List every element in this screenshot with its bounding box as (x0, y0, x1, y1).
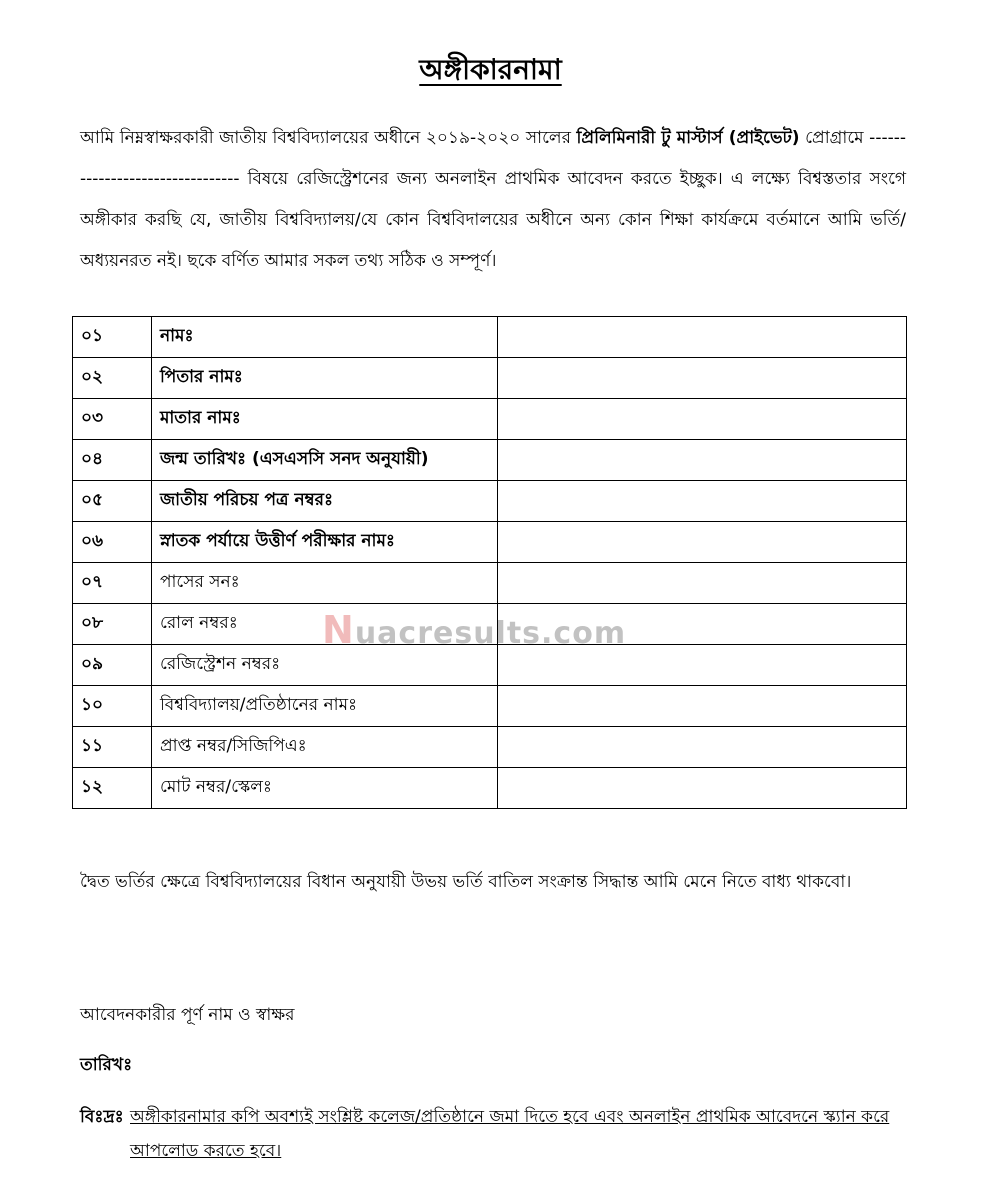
table-row (73, 563, 907, 604)
serial-number: ০৮ (73, 604, 152, 645)
table-row (73, 686, 907, 727)
intro-text-part1: আমি নিম্নস্বাক্ষরকারী জাতীয় বিশ্ববিদ্যালয়ের অধীনে ২০১৯-২০২০ সালের (80, 128, 577, 148)
field-value-cell[interactable] (497, 727, 906, 768)
table-row (73, 317, 907, 358)
note-text-wrapper (130, 1100, 906, 1168)
date-label: তারিখঃ (80, 1055, 133, 1075)
note-text: অঙ্গীকারনামার কপি অবশ্যই সংশ্লিষ্ট কলেজ/প্রতিষ্ঠানে জমা দিতে হবে এবং অনলাইন প্রাথমিক আবেদনে স্ক্যান করে আপলোড করতে হবে। (130, 1107, 890, 1161)
serial-number: ০১ (73, 317, 152, 358)
field-label: পিতার নামঃ (151, 358, 497, 399)
field-label: নামঃ (151, 317, 497, 358)
field-label: জন্ম তারিখঃ (এসএসসি সনদ অনুযায়ী) (151, 440, 497, 481)
table-row (73, 768, 907, 809)
serial-number: ০৯ (73, 645, 152, 686)
serial-number: ১০ (73, 686, 152, 727)
note-label: বিঃদ্রঃ (80, 1107, 124, 1127)
table-row (73, 440, 907, 481)
field-label: মাতার নামঃ (151, 399, 497, 440)
field-label: স্নাতক পর্যায়ে উত্তীর্ণ পরীক্ষার নামঃ (151, 522, 497, 563)
field-value-cell[interactable] (497, 399, 906, 440)
serial-number: ০৭ (73, 563, 152, 604)
serial-number: ১১ (73, 727, 152, 768)
field-label: পাসের সনঃ (151, 563, 497, 604)
field-value-cell[interactable] (497, 358, 906, 399)
table-row (73, 522, 907, 563)
field-label: রোল নম্বরঃ (151, 604, 497, 645)
field-value-cell[interactable] (497, 317, 906, 358)
serial-number: ০২ (73, 358, 152, 399)
document-title: অঙ্গীকারনামা (419, 53, 562, 86)
field-label: মোট নম্বর/স্কেলঃ (151, 768, 497, 809)
serial-number: ০৪ (73, 440, 152, 481)
table-row (73, 358, 907, 399)
applicant-info-table (72, 316, 907, 809)
serial-number: ০৫ (73, 481, 152, 522)
field-value-cell[interactable] (497, 440, 906, 481)
watermark (322, 608, 626, 652)
field-value-cell[interactable] (497, 481, 906, 522)
table-row (73, 481, 907, 522)
field-value-cell[interactable] (497, 768, 906, 809)
dual-admission-paragraph: দ্বৈত ভর্তির ক্ষেত্রে বিশ্ববিদ্যালয়ের বিধান অনুযায়ী উভয় ভর্তি বাতিল সংক্রান্ত সিদ্ধান্ত আমি মেনে নিতে বাধ্য থাকবো। (80, 872, 852, 892)
serial-number: ১২ (73, 768, 152, 809)
field-value-cell[interactable] (497, 522, 906, 563)
field-label: বিশ্ববিদ্যালয়/প্রতিষ্ঠানের নামঃ (151, 686, 497, 727)
field-label: জাতীয় পরিচয় পত্র নম্বরঃ (151, 481, 497, 522)
field-value-cell[interactable] (497, 686, 906, 727)
serial-number: ০৩ (73, 399, 152, 440)
field-value-cell[interactable] (497, 563, 906, 604)
signature-label: আবেদনকারীর পূর্ণ নাম ও স্বাক্ষর (80, 1005, 295, 1025)
table-row (73, 727, 907, 768)
program-name: প্রিলিমিনারী টু মাস্টার্স (প্রাইভেট) (576, 128, 800, 148)
serial-number: ০৬ (73, 522, 152, 563)
intro-text-part2: প্রোগ্রামে -------------------------------- বিষয়ে রেজিস্ট্রেশনের জন্য অনলাইন প্রাথমিক আবেদন করতে ইচ্ছুক। এ লক্ষ্যে বিশ্বস্ততার সংগে অঙ্গীকার করছি যে, জাতীয় বিশ্ববিদ্যালয়/যে কোন বিশ্ববিদালয়ের অধীনে অন্য কোন শিক্ষা কার্যক্রমে বর্তমানে আমি ভর্তি/অধ্যয়নরত নই। ছকে বর্ণিত আমার সকল তথ্য সঠিক ও সম্পূর্ণ। (80, 128, 906, 271)
field-label: রেজিস্ট্রেশন নম্বরঃ (151, 645, 497, 686)
watermark-text: uacresults.com (354, 616, 627, 651)
field-label: প্রাপ্ত নম্বর/সিজিপিএঃ (151, 727, 497, 768)
watermark-initial: N (322, 608, 355, 652)
table-row (73, 399, 907, 440)
declaration-paragraph (80, 118, 906, 282)
note-block (80, 1100, 906, 1168)
